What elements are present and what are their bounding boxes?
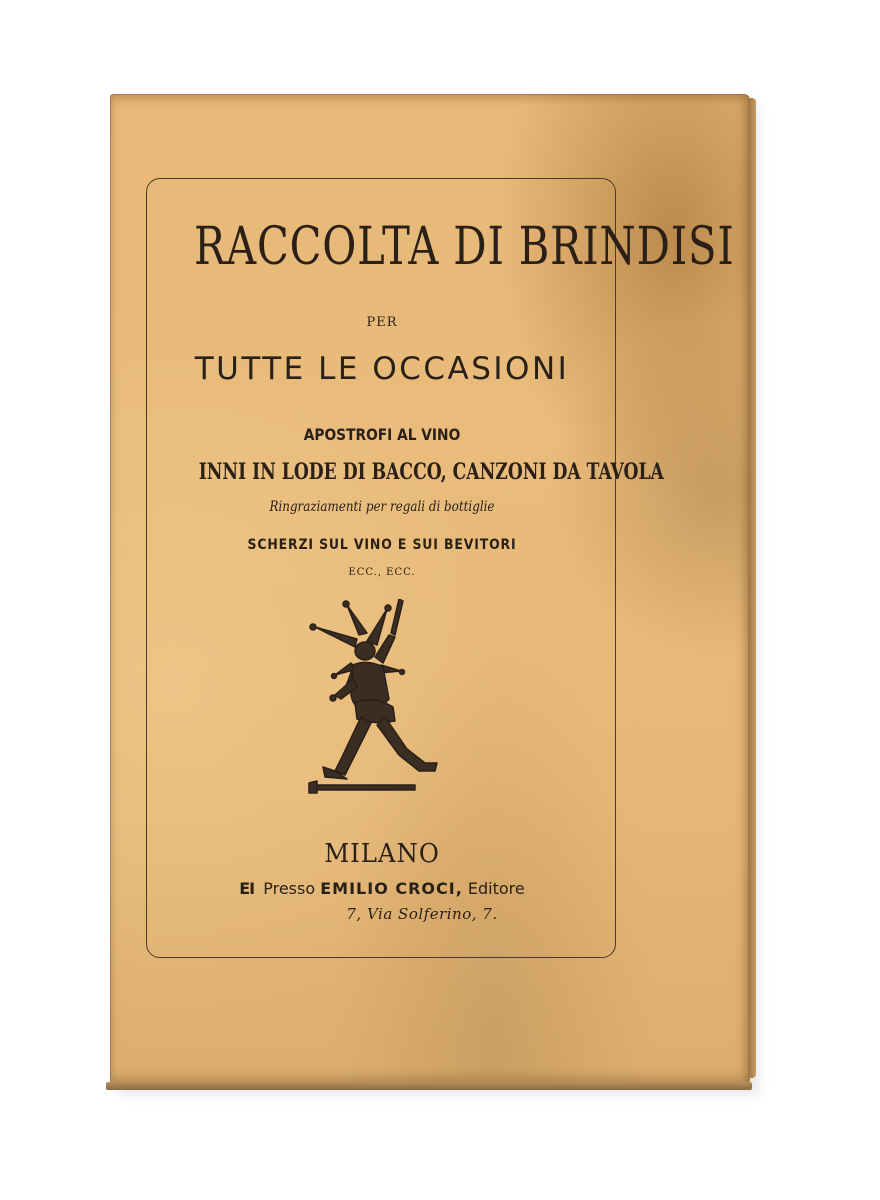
publisher-address: 7, Via Solferino, 7. <box>346 905 498 923</box>
publisher-name: EMILIO CROCI, <box>320 879 463 898</box>
book-cover <box>110 94 750 1084</box>
preposition-per: PER <box>366 315 398 330</box>
contents-line-1: APOSTROFI AL VINO <box>303 425 461 444</box>
title-frame <box>146 178 735 958</box>
publisher-line <box>147 879 617 898</box>
contents-line-2: INNI IN LODE DI BACCO, CANZONI DA TAVOLA <box>198 459 664 485</box>
publisher-prefix: Presso <box>263 879 316 898</box>
contents-line-4: SCHERZI SUL VINO E SUI BEVITORI <box>247 537 517 553</box>
publisher-role: Editore <box>467 879 525 898</box>
publication-city: MILANO <box>324 839 440 869</box>
book-subtitle: TUTTE LE OCCASIONI <box>194 351 570 387</box>
publisher-mark: EI <box>239 879 255 898</box>
book-title: RACCOLTA DI BRINDISI <box>194 217 735 277</box>
contents-line-3: Ringraziamenti per regali di bottiglie <box>269 499 495 515</box>
jester-icon <box>295 599 455 799</box>
book-bottom-edge <box>106 1082 752 1090</box>
contents-line-5: ECC., ECC. <box>348 567 416 578</box>
book-spine-edge <box>748 98 756 1078</box>
